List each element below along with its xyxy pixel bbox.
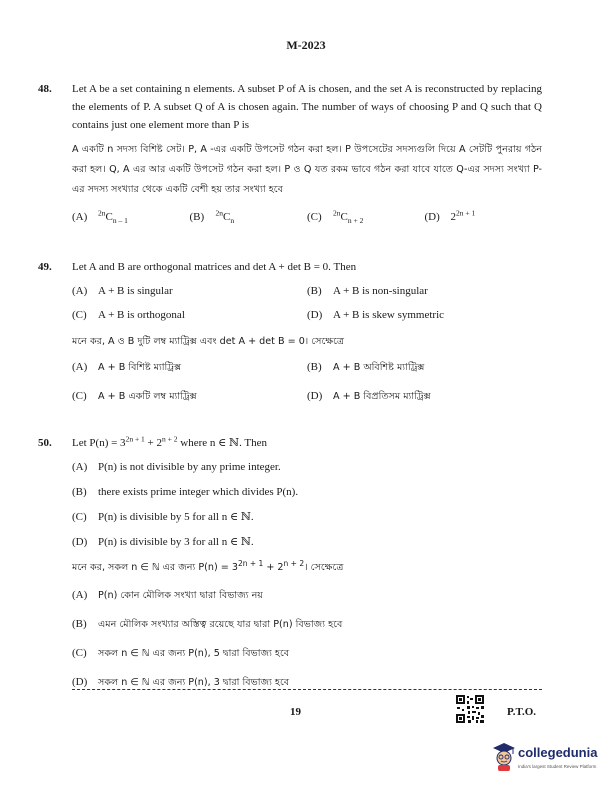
option-d-en: (D) P(n) is divisible by 3 for all n ∈ ℕ. xyxy=(72,536,254,548)
question-text-en: Let A and B are orthogonal matrices and det A + det B = 0. Then xyxy=(72,261,357,273)
option-a-bn: (A) P(n) কোন মৌলিক সংখ্যা দ্বারা বিভাজ্য নয় xyxy=(72,589,263,601)
option-d-bn: (D) A + B বিপ্রতিসম ম্যাট্রিক্স xyxy=(307,390,431,402)
options xyxy=(72,208,542,226)
option-a-en: (A) A + B is singular xyxy=(72,285,173,297)
option-b-bn: (B) এমন মৌলিক সংখ্যার অস্তিত্ব রয়েছে যার দ্বারা P(n) বিভাজ্য হবে xyxy=(72,618,343,630)
option-d: (D) $2^{2n + 1}$ xyxy=(424,208,476,223)
options-bn-row-2 xyxy=(72,387,542,406)
options-en-row-2 xyxy=(72,306,542,324)
option-c-en: (C) P(n) is divisible by 5 for all n ∈ ℕ. xyxy=(72,511,254,523)
collegedunia-watermark xyxy=(490,740,608,784)
question-text-en: Let A be a set containing n elements. A subset P of A is chosen, and the set A is reconstructed by replacing the elements of P. A subset Q of A is chosen again. The number of ways of choosing P and Q such that Q contains just one element more than P is xyxy=(72,83,542,131)
option-b-en: (B) there exists prime integer which divides P(n). xyxy=(72,486,299,498)
option-a-bn: (A) A + B বিশিষ্ট ম্যাট্রিক্স xyxy=(72,361,182,373)
option-c-bn: (C) সকল n ∈ ℕ এর জন্য P(n), 5 দ্বারা বিভাজ্য হবে xyxy=(72,647,290,659)
question-text-en: Let $P(n) = 3^{2n + 1} + 2^{n + 2}$ where n ∈ ℕ. Then xyxy=(72,434,267,449)
brand-name: collegedunia xyxy=(518,745,598,760)
question-number: 50. xyxy=(38,437,52,449)
option-c: (C) $^{2n}C_{n + 2}$ xyxy=(307,208,364,226)
question-number: 48. xyxy=(38,83,52,95)
graduate-logo-icon xyxy=(492,742,516,772)
option-c-bn: (C) A + B একটি লম্ব ম্যাট্রিক্স xyxy=(72,390,197,402)
options-bn-row-1 xyxy=(72,358,542,377)
exam-code: M-2023 xyxy=(286,38,326,52)
question-text-bn: A একটি n সদস্য বিশিষ্ট সেট। P, A -এর একটি উপসেট গঠন করা হল। P উপসেটের সদস্যগুলি দিয়ে A সেটটি পুনরায় গঠন করা হল। Q, A এর আর একটি উপসেট গঠন করা হল। P ও Q যত রকম ভাবে গঠন করা যাবে যাতে Q-এর সদস্য সংখ্যা P-এর সদস্য সংখ্যার থেকে একটি বেশী হয় তার সংখ্যা হবে xyxy=(72,144,542,195)
options-en-row-1 xyxy=(72,282,542,300)
question-text-bn: মনে কর, A ও B দুটি লম্ব ম্যাট্রিক্স এবং det A + det B = 0। সেক্ষেত্রে xyxy=(72,336,345,347)
brand-tagline: India's largest Student Review Platform xyxy=(518,764,597,769)
option-b: (B) $^{2n}C_n$ xyxy=(189,208,235,226)
qr-code-icon xyxy=(455,694,485,724)
question-number: 49. xyxy=(38,261,52,273)
option-a: (A) $^{2n}C_{n - 1}$ xyxy=(72,208,128,226)
option-d-bn: (D) সকল n ∈ ℕ এর জন্য P(n), 3 দ্বারা বিভাজ্য হবে xyxy=(72,676,290,688)
question-50 xyxy=(38,434,542,699)
question-49 xyxy=(38,258,542,406)
footer-divider xyxy=(72,689,542,690)
option-b-en: (B) A + B is non-singular xyxy=(307,285,428,297)
question-48 xyxy=(38,80,542,226)
options-en xyxy=(72,458,542,551)
option-c-en: (C) A + B is orthogonal xyxy=(72,309,185,321)
option-d-en: (D) A + B is skew symmetric xyxy=(307,309,445,321)
options-bn xyxy=(72,586,542,692)
page-number: 19 xyxy=(290,706,301,718)
option-b-bn: (B) A + B অবিশিষ্ট ম্যাট্রিক্স xyxy=(307,361,425,373)
pto-label: P.T.O. xyxy=(507,706,537,718)
option-a-en: (A) P(n) is not divisible by any prime integer. xyxy=(72,461,281,473)
question-text-bn: মনে কর, সকল n ∈ ℕ এর জন্য $P(n) = 3^{2n + 1}$ + $2^{n + 2}।$ সেক্ষেত্রে xyxy=(72,558,344,573)
